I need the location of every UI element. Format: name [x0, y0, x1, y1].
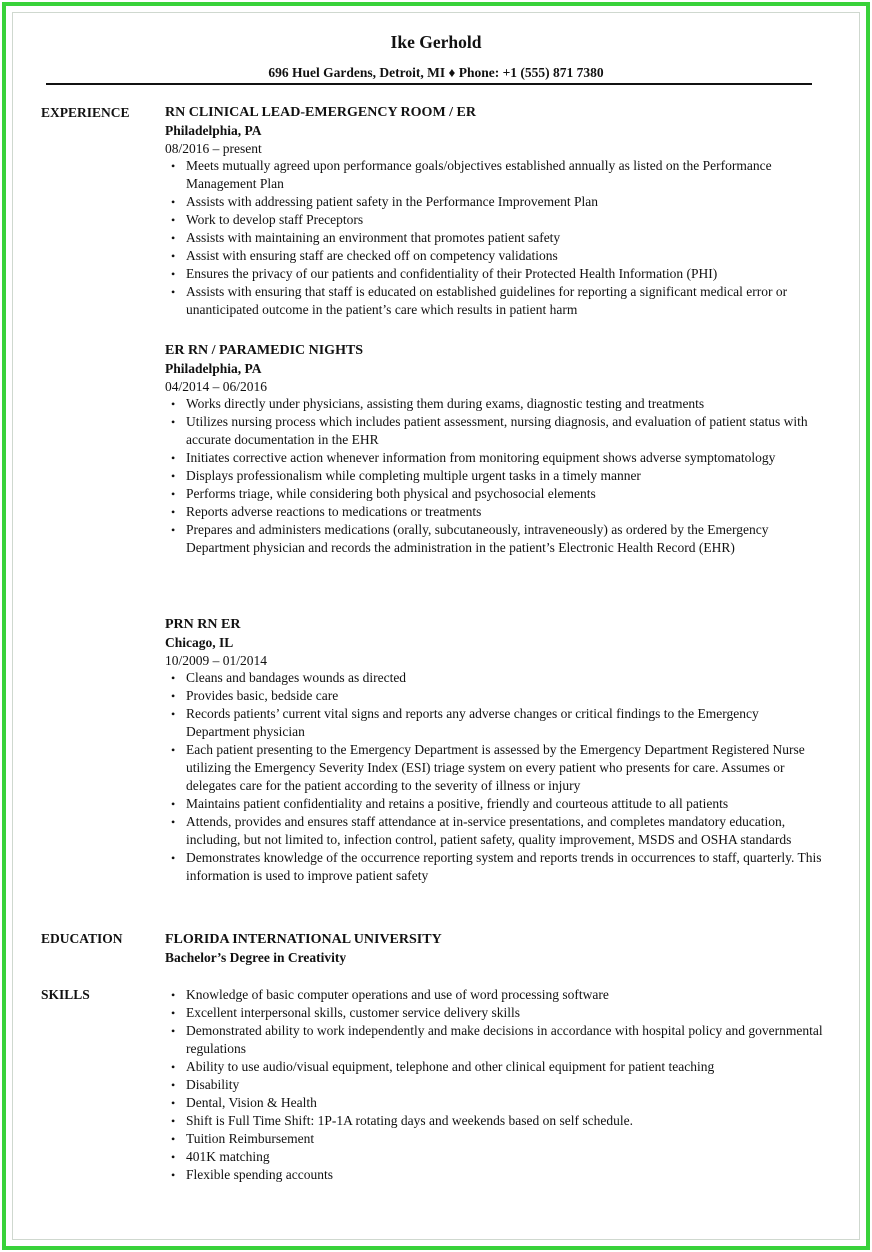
- job-entry: [165, 616, 825, 885]
- skills-list: [165, 986, 825, 1184]
- job-dates: 08/2016 – present: [165, 141, 262, 156]
- job-entry: [165, 342, 825, 557]
- bullet-icon: •: [171, 815, 176, 829]
- list-item: • Demonstrates knowledge of the occurrence reporting system and reports trends in occurrences to staff, quarterly. This information is used to improve patient safety: [171, 850, 822, 883]
- bullet-icon: •: [171, 1060, 176, 1074]
- list-item: • Assist with ensuring staff are checked off on competency validations: [171, 248, 558, 263]
- bullet-icon: •: [171, 1078, 176, 1092]
- bullet-icon: •: [171, 267, 176, 281]
- bullet-icon: •: [171, 1150, 176, 1164]
- bullet-icon: •: [171, 689, 176, 703]
- bullet-icon: •: [171, 743, 176, 757]
- bullet-icon: •: [171, 213, 176, 227]
- list-item: • Meets mutually agreed upon performance goals/objectives established annually as listed on the Performance Management Plan: [171, 158, 772, 191]
- job-entry: [165, 104, 825, 319]
- contact-line: 696 Huel Gardens, Detroit, MI ♦ Phone: +1 (555) 871 7380: [268, 65, 604, 80]
- job-bullets: [165, 669, 825, 885]
- list-item: • Knowledge of basic computer operations and use of word processing software: [171, 987, 609, 1002]
- bullet-icon: •: [171, 1096, 176, 1110]
- bullet-icon: •: [171, 851, 176, 865]
- job-bullets: [165, 395, 825, 557]
- bullet-icon: •: [171, 1024, 176, 1038]
- degree: Bachelor’s Degree in Creativity: [165, 950, 347, 965]
- list-item: • Attends, provides and ensures staff attendance at in-service presentations, and completes mandatory education, including, but not limited to, infection control, patient safety, quality improvement, MSDS and OSHA standards: [171, 814, 792, 847]
- bullet-icon: •: [171, 1168, 176, 1182]
- list-item: • Shift is Full Time Shift: 1P-1A rotating days and weekends based on self schedule.: [171, 1113, 633, 1128]
- bullet-icon: •: [171, 707, 176, 721]
- section-label-education: EDUCATION: [41, 931, 123, 946]
- bullet-icon: •: [171, 249, 176, 263]
- bullet-icon: •: [171, 797, 176, 811]
- job-dates: 04/2014 – 06/2016: [165, 379, 268, 394]
- list-item: • Each patient presenting to the Emergency Department is assessed by the Emergency Department Registered Nurse utilizing the Emergency Severity Index (ESI) triage system on every patient who presents for care. Assumes or delegates care for the patient according to the severity of illness or injury: [171, 742, 805, 793]
- list-item: • Dental, Vision & Health: [171, 1095, 317, 1110]
- bullet-icon: •: [171, 505, 176, 519]
- list-item: • Performs triage, while considering both physical and psychosocial elements: [171, 486, 596, 501]
- list-item: • Displays professionalism while completing multiple urgent tasks in a timely manner: [171, 468, 641, 483]
- list-item: • Demonstrated ability to work independently and make decisions in accordance with hospital policy and governmental regulations: [171, 1023, 823, 1056]
- list-item: • Assists with maintaining an environment that promotes patient safety: [171, 230, 561, 245]
- list-item: • Disability: [171, 1077, 240, 1092]
- list-item: • Prepares and administers medications (orally, subcutaneously, intraveneously) as ordered by the Emergency Department physician and records the administration in the patient’s Electronic Health Record (EHR): [171, 522, 769, 555]
- header-divider: [46, 83, 812, 85]
- bullet-icon: •: [171, 487, 176, 501]
- school-name: FLORIDA INTERNATIONAL UNIVERSITY: [165, 932, 442, 947]
- bullet-icon: •: [171, 195, 176, 209]
- job-bullets: [165, 157, 825, 319]
- list-item: • Works directly under physicians, assisting them during exams, diagnostic testing and treatments: [171, 396, 705, 411]
- list-item: • Work to develop staff Preceptors: [171, 212, 364, 227]
- bullet-icon: •: [171, 1132, 176, 1146]
- list-item: • Ability to use audio/visual equipment, telephone and other clinical equipment for patient teaching: [171, 1059, 715, 1074]
- list-item: • Assists with addressing patient safety in the Performance Improvement Plan: [171, 194, 599, 209]
- job-title: RN CLINICAL LEAD-EMERGENCY ROOM / ER: [165, 105, 477, 120]
- bullet-icon: •: [171, 523, 176, 537]
- list-item: • Flexible spending accounts: [171, 1167, 333, 1182]
- bullet-icon: •: [171, 671, 176, 685]
- bullet-icon: •: [171, 1114, 176, 1128]
- bullet-icon: •: [171, 415, 176, 429]
- list-item: • Excellent interpersonal skills, customer service delivery skills: [171, 1005, 521, 1020]
- job-location: Chicago, IL: [165, 635, 234, 650]
- job-title: ER RN / PARAMEDIC NIGHTS: [165, 343, 364, 358]
- list-item: • Maintains patient confidentiality and retains a positive, friendly and courteous attitude to all patients: [171, 796, 729, 811]
- list-item: • Provides basic, bedside care: [171, 688, 339, 703]
- job-dates: 10/2009 – 01/2014: [165, 653, 268, 668]
- list-item: • Records patients’ current vital signs and reports any adverse changes or critical findings to the Emergency Department physician: [171, 706, 759, 739]
- job-location: Philadelphia, PA: [165, 123, 262, 138]
- candidate-name: Ike Gerhold: [390, 32, 482, 52]
- skills-bullets: [165, 986, 825, 1184]
- bullet-icon: •: [171, 231, 176, 245]
- bullet-icon: •: [171, 159, 176, 173]
- section-label-skills: SKILLS: [41, 987, 90, 1002]
- bullet-icon: •: [171, 1006, 176, 1020]
- bullet-icon: •: [171, 451, 176, 465]
- bullet-icon: •: [171, 469, 176, 483]
- bullet-icon: •: [171, 988, 176, 1002]
- list-item: • Tuition Reimbursement: [171, 1131, 315, 1146]
- job-location: Philadelphia, PA: [165, 361, 262, 376]
- list-item: • Ensures the privacy of our patients and confidentiality of their Protected Health Information (PHI): [171, 266, 718, 281]
- list-item: • Cleans and bandages wounds as directed: [171, 670, 407, 685]
- list-item: • Reports adverse reactions to medications or treatments: [171, 504, 482, 519]
- job-title: PRN RN ER: [165, 617, 241, 632]
- list-item: • Utilizes nursing process which includes patient assessment, nursing diagnosis, and evaluation of patient status with accurate documentation in the EHR: [171, 414, 808, 447]
- list-item: • Assists with ensuring that staff is educated on established guidelines for reporting a significant medical error or unanticipated outcome in the patient’s care which results in patient harm: [171, 284, 788, 317]
- bullet-icon: •: [171, 285, 176, 299]
- bullet-icon: •: [171, 397, 176, 411]
- list-item: • Initiates corrective action whenever information from monitoring equipment shows adverse symptomatology: [171, 450, 776, 465]
- section-label-experience: EXPERIENCE: [41, 105, 130, 120]
- education-entry: [165, 931, 825, 967]
- list-item: • 401K matching: [171, 1149, 270, 1164]
